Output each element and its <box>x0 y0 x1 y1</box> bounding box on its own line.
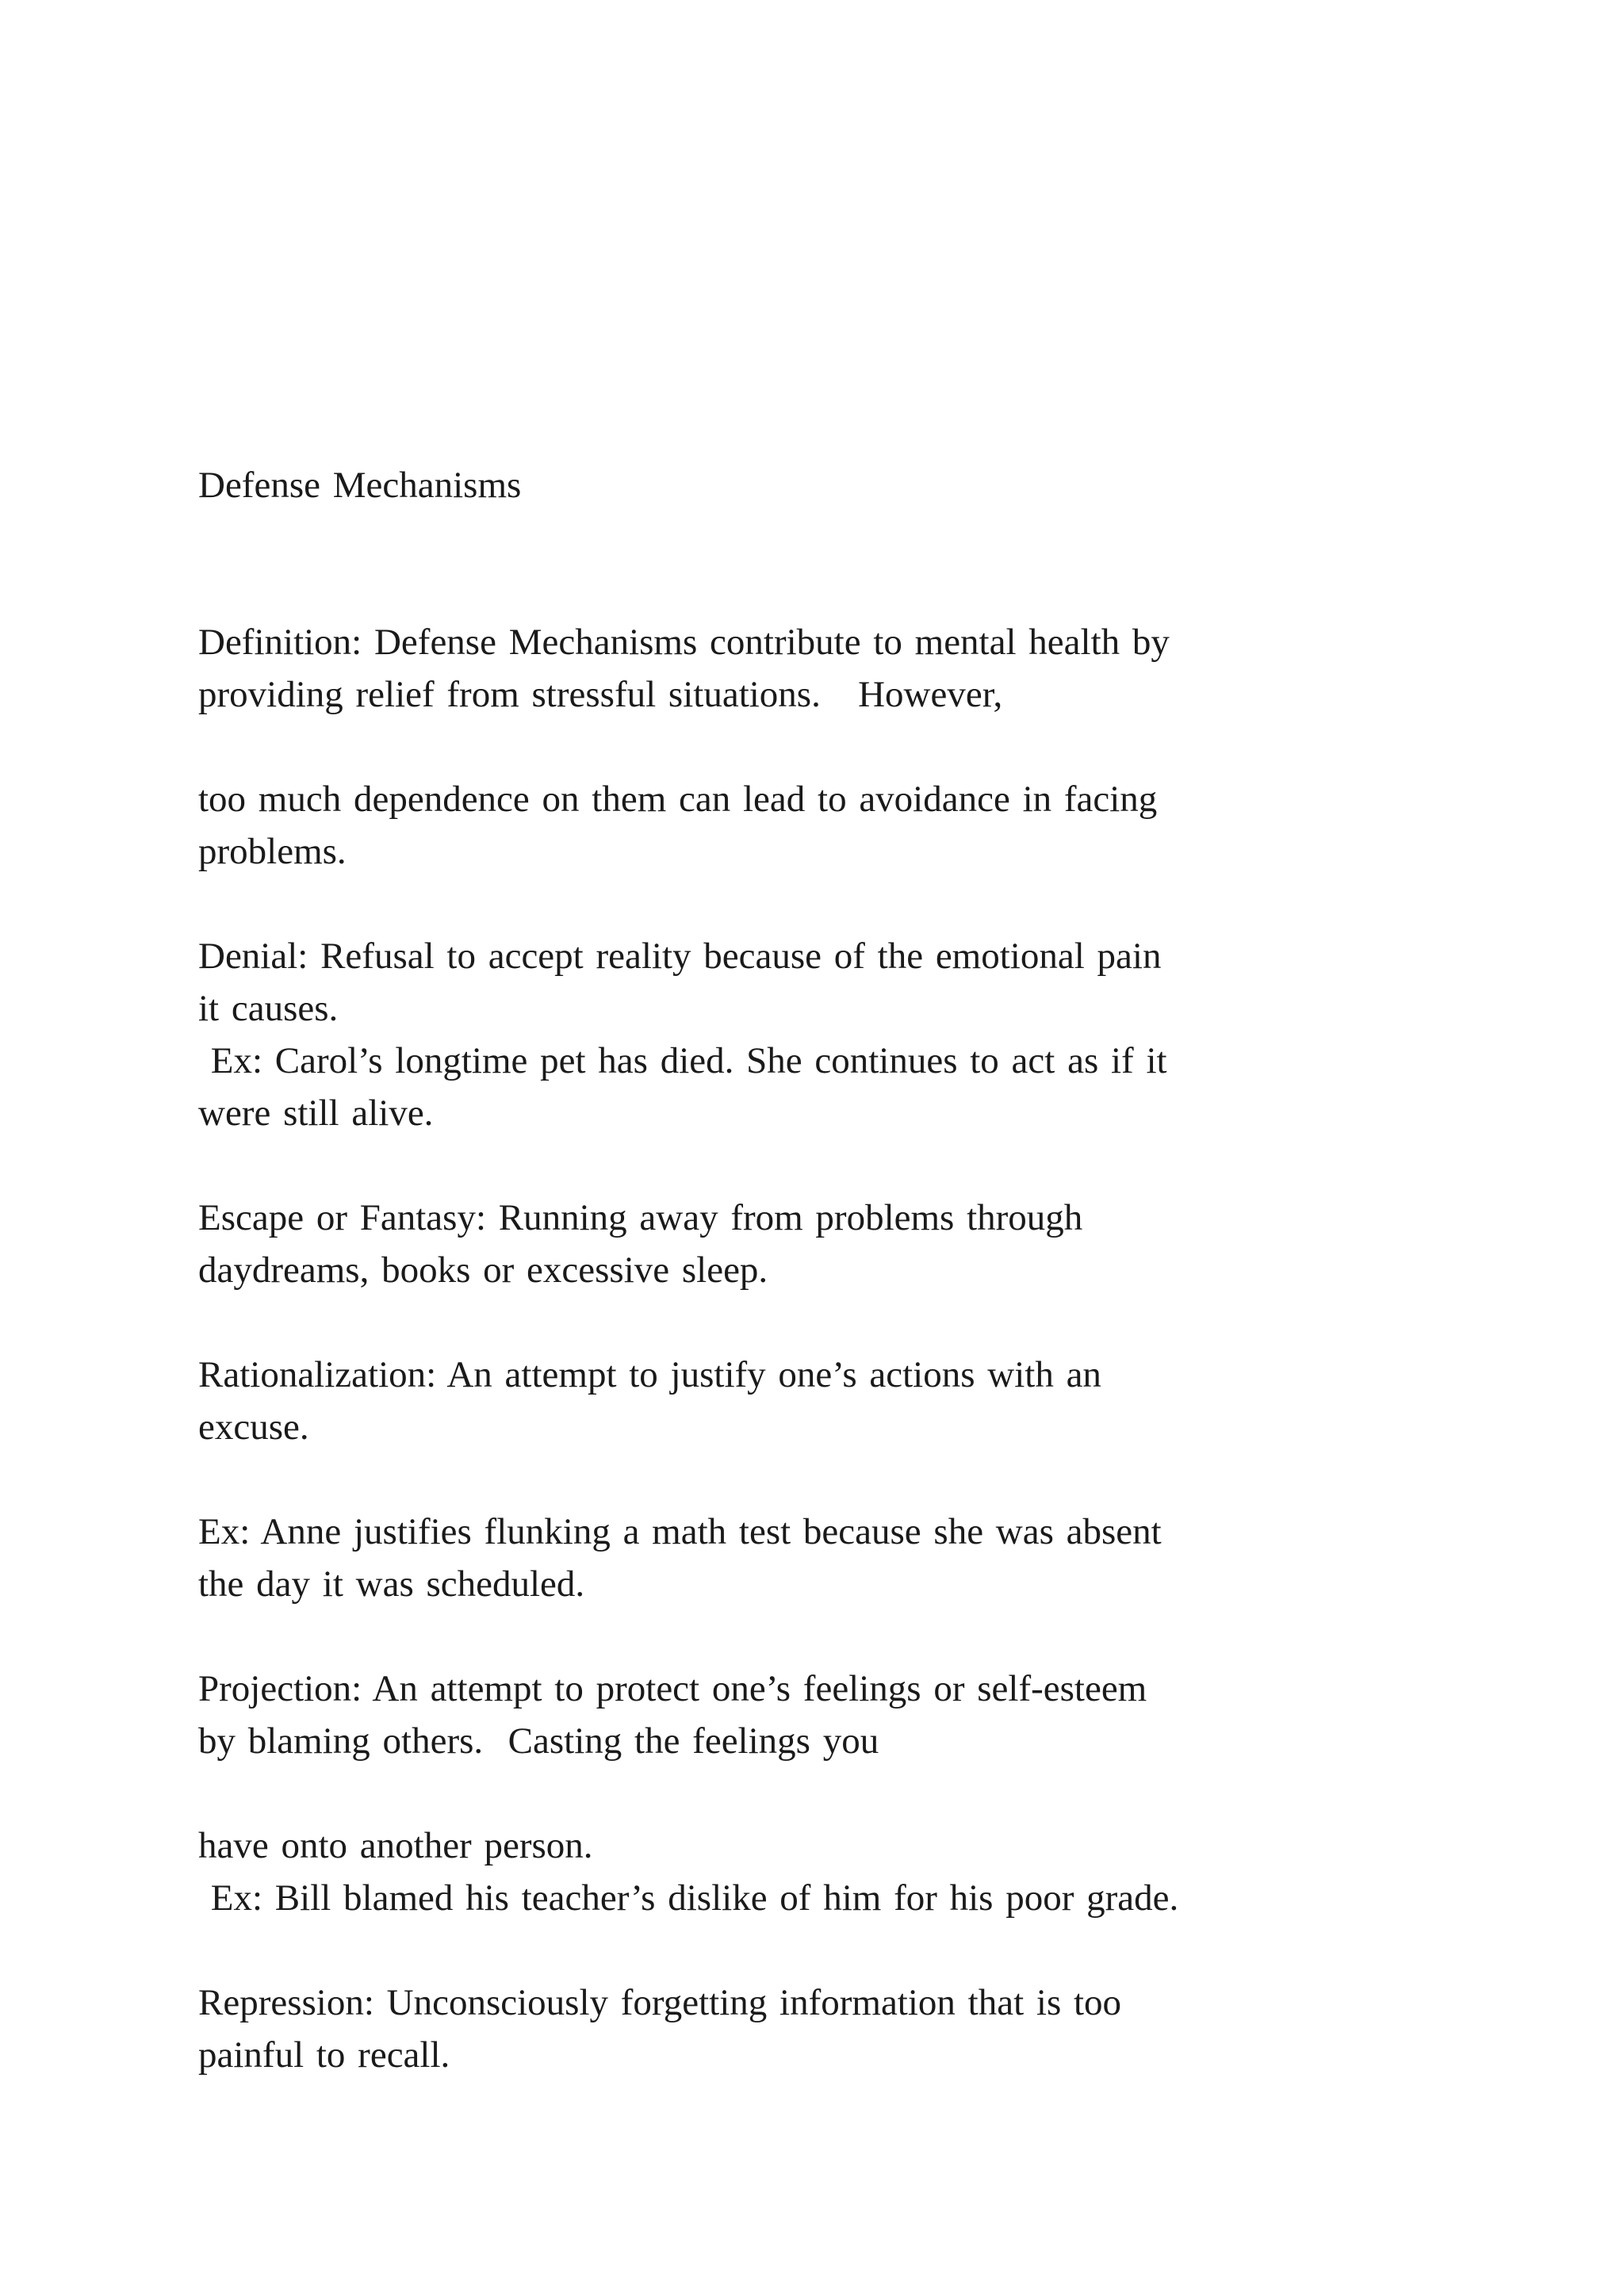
definition-line-2: providing relief from stressful situations. However, <box>198 674 1003 715</box>
definition-cont-line-1: too much dependence on them can lead to avoidance in facing <box>198 779 1158 820</box>
denial-line-2: it causes. <box>198 988 339 1029</box>
definition-cont-line-2: problems. <box>198 831 347 872</box>
repression-line-1: Repression: Unconsciously forgetting information that is too <box>198 1982 1122 2023</box>
repression-line-2: painful to recall. <box>198 2034 450 2076</box>
definition-line-1: Definition: Defense Mechanisms contribute to mental health by <box>198 622 1170 663</box>
escape-line-1: Escape or Fantasy: Running away from problems through <box>198 1197 1083 1238</box>
projection-example-line: Ex: Bill blamed his teacher’s dislike of him for his poor grade. <box>198 1877 1179 1919</box>
rationalization-line-1: Rationalization: An attempt to justify one’s actions with an <box>198 1354 1101 1395</box>
projection-line-2: by blaming others. Casting the feelings you <box>198 1720 879 1762</box>
rationalization-example-line-2: the day it was scheduled. <box>198 1563 585 1605</box>
denial-line-1: Denial: Refusal to accept reality because of the emotional pain <box>198 936 1162 977</box>
rationalization-line-2: excuse. <box>198 1406 309 1448</box>
projection-line-1: Projection: An attempt to protect one’s feelings or self-esteem <box>198 1668 1147 1709</box>
escape-line-2: daydreams, books or excessive sleep. <box>198 1249 768 1291</box>
projection-cont-line-1: have onto another person. <box>198 1825 593 1866</box>
denial-example-line-2: were still alive. <box>198 1093 434 1134</box>
document-title: Defense Mechanisms <box>198 465 522 506</box>
rationalization-example-line-1: Ex: Anne justifies flunking a math test because she was absent <box>198 1511 1162 1552</box>
denial-example-line-1: Ex: Carol’s longtime pet has died. She continues to act as if it <box>198 1040 1167 1081</box>
